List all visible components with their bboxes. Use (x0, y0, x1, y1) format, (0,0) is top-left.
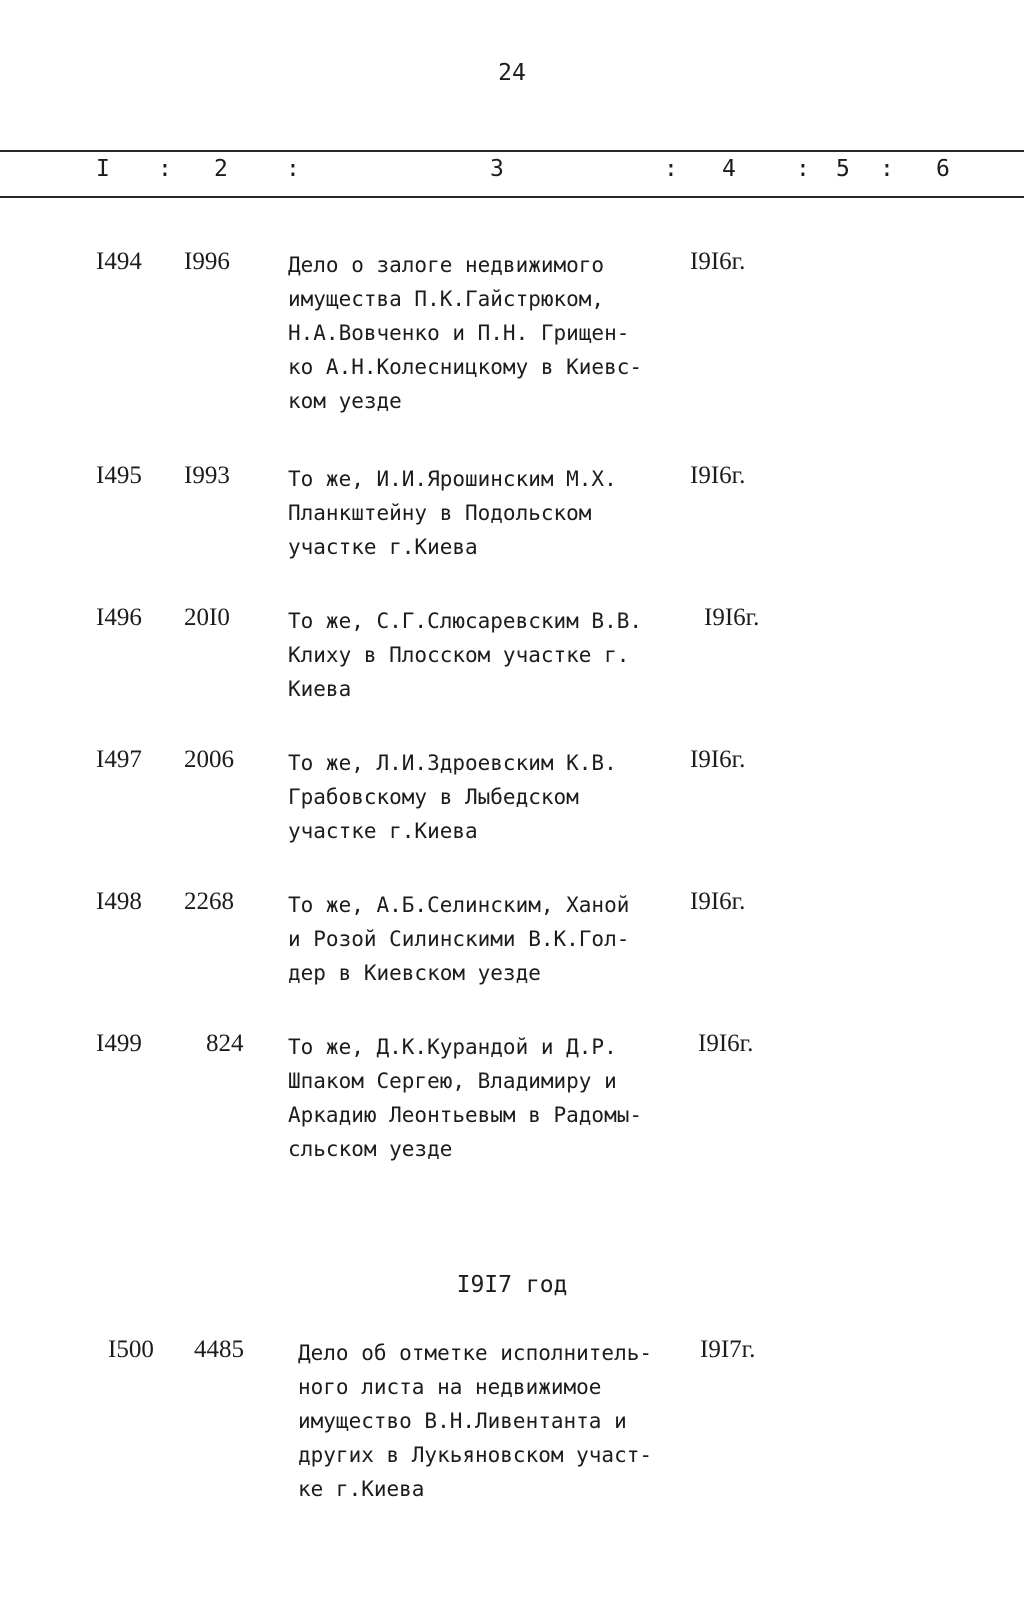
record-year: I9I6г. (690, 462, 746, 489)
section-title: I9I7 год (456, 1272, 568, 1298)
column-5-label: 5 (836, 156, 850, 182)
column-4-label: 4 (722, 156, 736, 182)
description-line: имущество В.Н.Ливентанта и (298, 1409, 627, 1433)
description-line: То же, С.Г.Слюсаревским В.В. (288, 609, 643, 633)
description-line: То же, Д.К.Курандой и Д.Р. (288, 1035, 617, 1059)
description-line: Н.А.Вовченко и П.Н. Грищен- (288, 321, 630, 345)
page-number: 24 (498, 60, 526, 86)
description-line: Дело об отметке исполнитель- (298, 1341, 653, 1365)
description-line: других в Лукьяновском участ- (298, 1443, 653, 1467)
description-line: То же, И.И.Ярошинским М.Х. (288, 467, 617, 491)
record-number: I498 (96, 888, 142, 915)
description-line: имущества П.К.Гайстрюком, (288, 287, 605, 311)
column-separator: : (286, 156, 300, 182)
record-year: I9I6г. (690, 248, 746, 275)
description-line: Дело о залоге недвижимого (288, 253, 605, 277)
record-file-number: I996 (184, 248, 230, 275)
record-description (288, 746, 708, 848)
description-line: То же, А.Б.Селинским, Ханой (288, 893, 630, 917)
description-line: Грабовскому в Лыбедском (288, 785, 579, 809)
description-line: сльском уезде (288, 1137, 453, 1161)
record-number: I497 (96, 746, 142, 773)
description-line: Клиху в Плосском участке г. (288, 643, 630, 667)
column-6-label: 6 (936, 156, 950, 182)
record-description (288, 248, 708, 418)
description-line: То же, Л.И.Здроевским К.В. (288, 751, 617, 775)
description-line: участке г.Киева (288, 819, 478, 843)
record-file-number: 824 (206, 1030, 244, 1057)
record-number: I500 (108, 1336, 154, 1363)
record-description (298, 1336, 718, 1506)
description-line: Аркадию Леонтьевым в Радомы- (288, 1103, 643, 1127)
column-2-label: 2 (214, 156, 228, 182)
record-file-number: 20I0 (184, 604, 230, 631)
record-description (288, 888, 708, 990)
record-description (288, 604, 708, 706)
record-file-number: 2268 (184, 888, 234, 915)
header-rule-bottom (0, 196, 1024, 198)
description-line: ком уезде (288, 389, 402, 413)
column-1-label: I (96, 156, 110, 182)
record-description (288, 1030, 708, 1166)
record-file-number: I993 (184, 462, 230, 489)
record-year: I9I6г. (698, 1030, 754, 1057)
record-number: I495 (96, 462, 142, 489)
record-year: I9I6г. (690, 746, 746, 773)
description-line: участке г.Киева (288, 535, 478, 559)
record-number: I494 (96, 248, 142, 275)
record-number: I499 (96, 1030, 142, 1057)
record-file-number: 4485 (194, 1336, 244, 1363)
column-separator: : (664, 156, 678, 182)
column-3-label: 3 (490, 156, 504, 182)
record-year: I9I7г. (700, 1336, 756, 1363)
description-line: Планкштейну в Подольском (288, 501, 592, 525)
record-year: I9I6г. (704, 604, 760, 631)
description-line: ке г.Киева (298, 1477, 425, 1501)
description-line: дер в Киевском уезде (288, 961, 541, 985)
description-line: ко А.Н.Колесницкому в Киевс- (288, 355, 643, 379)
record-number: I496 (96, 604, 142, 631)
header-rule-top (0, 150, 1024, 152)
description-line: ного листа на недвижимое (298, 1375, 602, 1399)
description-line: Шпаком Сергею, Владимиру и (288, 1069, 617, 1093)
description-line: Киева (288, 677, 352, 701)
record-description (288, 462, 708, 564)
column-separator: : (796, 156, 810, 182)
record-file-number: 2006 (184, 746, 234, 773)
record-year: I9I6г. (690, 888, 746, 915)
column-separator: : (158, 156, 172, 182)
column-separator: : (880, 156, 894, 182)
description-line: и Розой Силинскими В.К.Гол- (288, 927, 630, 951)
